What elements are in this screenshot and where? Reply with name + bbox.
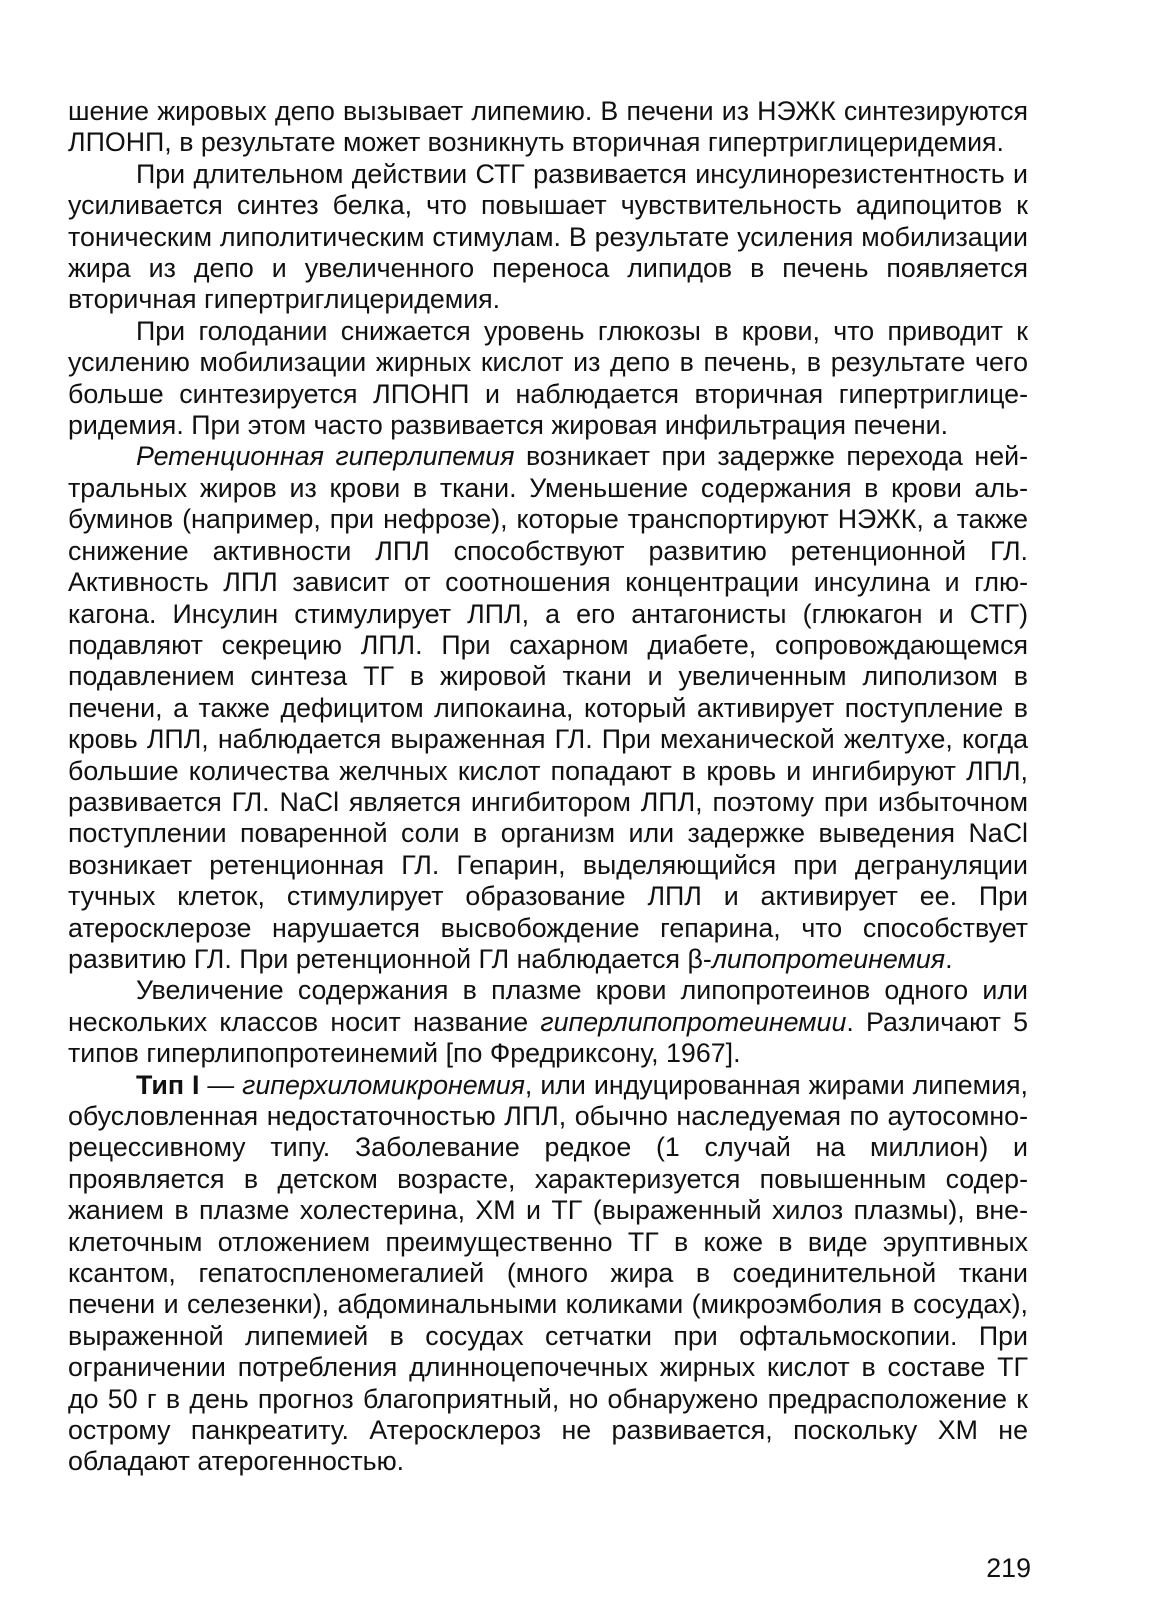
paragraph-text: . [945,943,953,974]
paragraph-starvation [68,316,1028,442]
term-hyperchylomicronemia: гиперхиломикронемия [242,1069,525,1100]
page-number: 219 [986,1553,1031,1583]
term-retention-hyperlipemia: Ретенционная гиперлипемия [136,441,515,472]
paragraph-stg [68,159,1028,316]
paragraph-text: . Различают 5 типов гиперлипопротеинемий [по Фредриксону, 1967]. [68,1006,1028,1069]
term-lipoproteinemia: липопротеинемия [711,943,946,974]
paragraph-text: , или индуцированная жирами липемия, обусловленная недостаточностью ЛПЛ, обычно наследуемая по аутосомно-рецессивному типу. Заболевание редкое (1 случай на миллион) и проявляется в детском возрасте, характеризуется повышенным содержанием в плазме холестерина, ХМ и ТГ (выраженный хилоз плазмы), внеклеточным отложением преимущественно ТГ в коже в виде эруптивных ксантом, гепатоспленомегалией (много жира в соединительной ткани печени и селезенки), абдоминальными коликами (микроэмболия в сосудах), выраженной липемией в сосудах сетчатки при офтальмоскопии. При ограничении потребления длинноцепочечных жирных кислот в составе ТГ до 50 г в день прогноз благоприятный, но обнаружено предрасположение к острому панкреатиту. Атеросклероз не развивается, поскольку ХМ не обладают атерогенностью. [68,1069,1029,1477]
paragraph-text: Увеличение содержания в плазме крови липопротеинов одного или нескольких классов носит название [68,975,1028,1037]
term-hyperlipoproteinemia: гиперлипопротеинемии [540,1006,847,1037]
paragraph-text: При голодании снижается уровень глюкозы в крови, что приводит к усилению мобилизации жирных кислот из депо в печень, в результате чего больше синтезируется ЛПОНП и наблюдается вторичная гипертриглицеридемия. При этом часто развивается жировая инфильтрация печени. [68,315,1028,441]
paragraph-text: шение жировых депо вызывает липемию. В печени из НЭЖК синтезируются ЛПОНП, в результате может возникнуть вторичная гипертриглицеридемия. [68,96,1028,158]
paragraph-text: — [199,1069,243,1100]
paragraph-lipemia-continuation [68,96,1028,159]
type-1-heading: Тип I [136,1069,200,1100]
page-body [68,96,1028,1478]
paragraph-text: возникает при задержке перехода нейтральных жиров из крови в ткани. Уменьшение содержания в крови альбуминов (например, при нефрозе), которые транспортируют НЭЖК, а также снижение активности ЛПЛ способствуют развитию ретенционной ГЛ. Активность ЛПЛ зависит от соотношения концентрации инсулина и глюкагона. Инсулин стимулирует ЛПЛ, а его антагонисты (глюкагон и СТГ) подавляют секрецию ЛПЛ. При сахарном диабете, сопровождающемся подавлением синтеза ТГ в жировой ткани и увеличенным липолизом в печени, а также дефицитом липокаина, который активирует поступление в кровь ЛПЛ, наблюдается выраженная ГЛ. При механической желтухе, когда большие количества желчных кислот попадают в кровь и ингибируют ЛПЛ, развивается ГЛ. NaCl является ингибитором ЛПЛ, поэтому при избыточном поступлении поваренной соли в организм или задержке выведения NaCl возникает ретенционная ГЛ. Гепарин, выделяющийся при дегрануляции тучных клеток, стимулирует образование ЛПЛ и активирует ее. При атеросклерозе нарушается высвобождение гепарина, что способствует развитию ГЛ. При ретенционной ГЛ наблюдается β- [68,441,1029,974]
paragraph-type-1 [68,1070,1028,1478]
paragraph-text: При длительном действии СТГ развивается инсулинорезистентность и усиливается синтез белка, что повышает чувствительность адипоцитов к тоническим липолитическим стимулам. В результате усиления мобилизации жира из депо и увеличенного переноса липидов в печень появляется вторичная гипертриглицеридемия. [68,158,1028,315]
paragraph-hyperlipoproteinemia [68,975,1028,1069]
paragraph-retention-hyperlipemia [68,441,1028,975]
